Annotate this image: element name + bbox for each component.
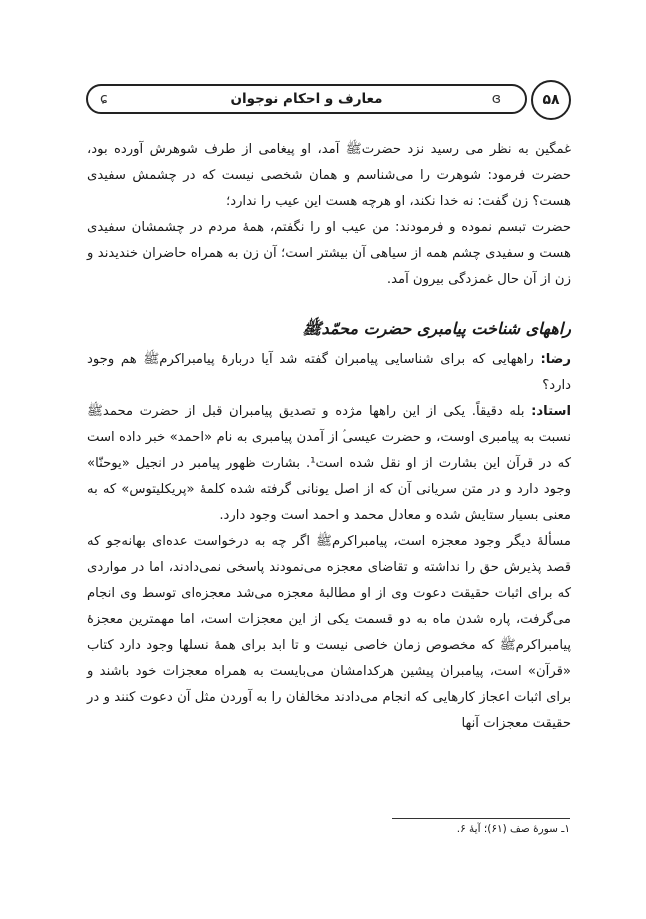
dialogue-ostad bbox=[87, 399, 571, 529]
paragraph: غمگین به نظر می رسید نزد حضرتﷺ آمد، او پیغامی از طرف شوهرش آورده بود، حضرت فرمود: شوهرت را می‌شناسم و همان شخصی نیست که در چشمش سفیدی هست؟ زن گفت: نه خدا نکند، او هرچه هست این عیب را ندارد؛ bbox=[87, 142, 571, 209]
speaker-label: رضا: bbox=[540, 352, 571, 367]
ornament-right-icon: ɞ bbox=[491, 91, 501, 107]
paragraph: حضرت تبسم نموده و فرمودند: من عیب او را نگفتم، همهٔ مردم در چشمشان سفیدی هست و سفیدی چشم همه از سیاهی آن بیشتر است؛ آن زن به همراه حاضران خندیدند و زن از آن حال غمزدگی بیرون آمد. bbox=[87, 220, 571, 287]
section-heading: راههای شناخت پیامبری حضرت محمّدﷺ bbox=[302, 319, 571, 338]
speaker-label: استاد: bbox=[531, 404, 571, 419]
running-title: معارف و احکام نوجوان bbox=[230, 91, 383, 107]
page-body bbox=[87, 137, 571, 737]
paragraph: مسألهٔ دیگر وجود معجزه است، پیامبراکرمﷺ اگر چه به درخواست عده‌ای بهانه‌جو که قصد پذیرش حق را نداشته و تقاضای معجزه می‌نمودند پاسخی نمی‌دادند، اما در مواردی که برای اثبات حقیقت دعوت وی از او مطالبهٔ معجزه می‌شد معجزه‌ای توسط وی انجام می‌گرفت، پاره شدن ماه به دو قسمت یکی از این معجزات است، اما مهمترین معجزهٔ پیامبراکرمﷺ که مخصوص زمان خاصی نیست و تا ابد برای همهٔ نسلها وجود دارد کتاب «قرآن» است، پیامبران پیشین هرکدامشان می‌بایست به همراه معجزات خود باشند و برای اثبات اعجاز کارهایی که انجام می‌دادند مخالفان را به آوردن مثل آن دعوت کنند و در حقیقت معجزات آنها bbox=[87, 534, 571, 731]
dialogue-reza bbox=[87, 347, 571, 399]
page-number: ۵۸ bbox=[531, 80, 571, 120]
page-header bbox=[86, 80, 571, 120]
running-title-bar bbox=[86, 84, 527, 114]
ornament-left-icon: ɕ bbox=[100, 91, 108, 107]
dialogue-text: بله دقیقاً. یکی از این راهها مژده و تصدیق پیامبران قبل از حضرت محمدﷺ نسبت به پیامبری اوست، و حضرت عیسی‌ؑ از آمدن پیامبری به نام «احمد» خبر داده است که در قرآن این بشارت از او نقل شده است¹. بشارت ظهور پیامبر در انجیل «یوحنّا» وجود دارد و در متن سریانی آن که از اصل یونانی گرفته شده کلمهٔ «پریکلیتوس» که به معنی بسیار ستایش شده و معادل محمد و احمد است وجود دارد. bbox=[87, 404, 571, 523]
footnote: ۱ـ سورهٔ صف (۶۱)؛ آیهٔ ۶. bbox=[456, 823, 570, 835]
dialogue-text: راههایی که برای شناسایی پیامبران گفته شد آیا دربارهٔ پیامبراکرمﷺ هم وجود دارد؟ bbox=[87, 352, 571, 393]
footnote-divider bbox=[392, 818, 570, 819]
